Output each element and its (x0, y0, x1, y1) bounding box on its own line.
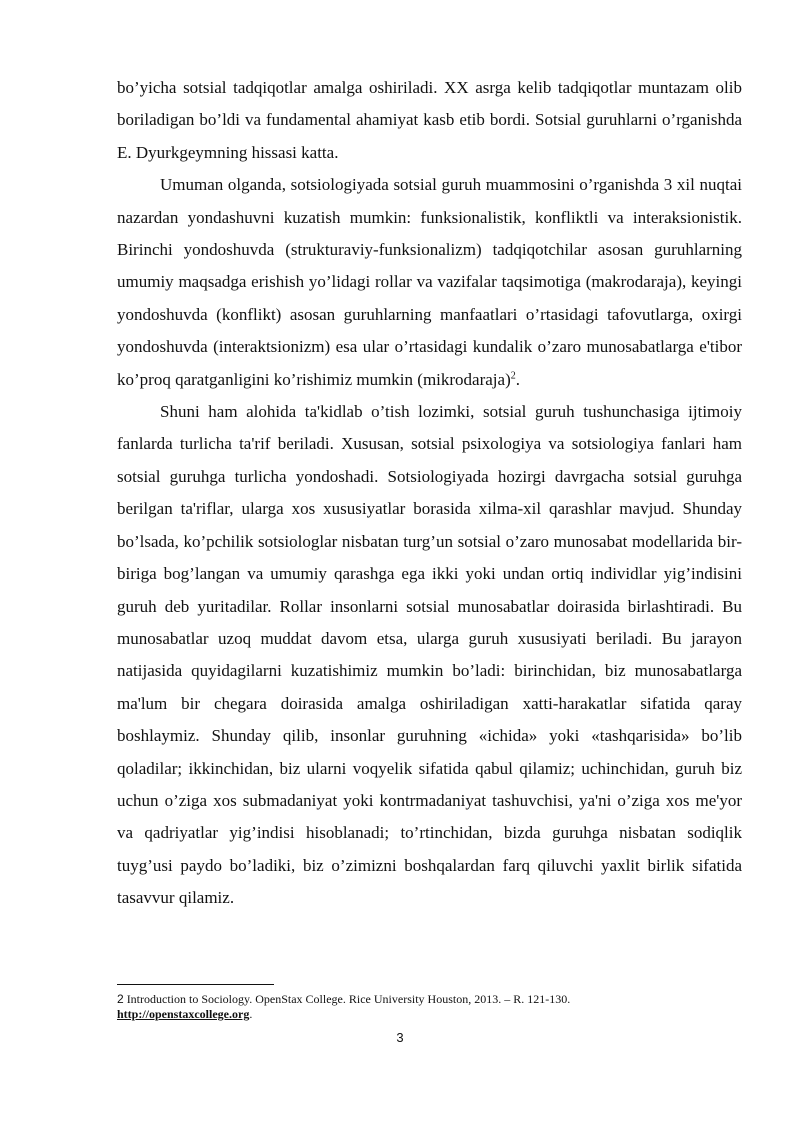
footnote-separator (117, 984, 274, 985)
footnote-text: Introduction to Sociology. OpenStax College. Rice University Houston, 2013. – R. 121-130. (123, 992, 571, 1006)
paragraph-1: bo’yicha sotsial tadqiqotlar amalga oshiriladi. XX asrga kelib tadqiqotlar muntazam olib boriladigan bo’ldi va fundamental ahamiyat kasb etib bordi. Sotsial guruhlarni o’rganishda E. Dyurkgeymning hissasi katta. (117, 78, 742, 162)
footnote-reference[interactable]: 2 (510, 370, 516, 381)
footnote-number: 2 (117, 992, 124, 1006)
footnote-line (117, 992, 742, 1007)
footnote-link-line (117, 1007, 742, 1022)
paragraph-2-text: Umuman olganda, sotsiologiyada sotsial guruh muammosini o’rganishda 3 xil nuqtai nazardan yondashuvni kuzatish mumkin: funksionalistik, konfliktli va interaksionistik. Birinchi yondoshuvda (strukturaviy-funksionalizm) tadqiqotchilar asosan guruhlarning umumiy maqsadga erishish yo’lidagi rollar va vazifalar taqsimotiga (makrodaraja), keyingi yondoshuvda (konflikt) asosan guruhlarning manfaatlari o’rtasidagi tafovutlarga, oxirgi yondoshuvda (interaktsionizm) esa ular o’rtasidagi kundalik o’zaro munosabatlarga e'tibor ko’proq qaratganligini ko’rishimiz mumkin (mikrodaraja) (117, 175, 742, 389)
footnote-link-period: . (249, 1007, 253, 1021)
body-text (117, 72, 742, 915)
page-number: 3 (396, 1030, 404, 1045)
paragraph-3: Shuni ham alohida ta'kidlab o’tish lozimki, sotsial guruh tushunchasiga ijtimoiy fanlarda turlicha ta'rif beriladi. Xususan, sotsial psixologiya va sotsiologiya fanlari ham sotsial guruhga turlicha yondoshadi. Sotsiologiyada hozirgi davrgacha sotsial guruhga berilgan ta'riflar, ularga xos xususiyatlar borasida xilma-xil qarashlar mavjud. Shunday bo’lsada, ko’pchilik sotsiologlar nisbatan turg’un sotsial o’zaro munosabat modellarida bir-biriga bog’langan va umumiy qarashga ega ikki yoki undan ortiq individlar yig’indisini guruh deb yuritadilar. Rollar insonlarni sotsial munosabatlar doirasida birlashtiradi. Bu munosabatlar uzoq muddat davom etsa, ularga guruh xususiyati beriladi. Bu jarayon natijasida quyidagilarni kuzatishimiz mumkin bo’ladi: birinchidan, biz munosabatlarga ma'lum bir chegara doirasida amalga oshiriladigan xatti-harakatlar sifatida qaray boshlaymiz. Shunday qilib, insonlar guruhning «ichida» yoki «tashqarisida» bo’lib qoladilar; ikkinchidan, biz ularni voqyelik sifatida qabul qilamiz; uchinchidan, guruh biz uchun o’ziga xos submadaniyat yoki kontrmadaniyat tashuvchisi, ya'ni o’ziga xos me'yor va qadriyatlar yig’indisi hisoblanadi; to’rtinchidan, bizda guruhga nisbatan sodiqlik tuyg’usi paydo bo’ladiki, biz o’zimizni boshqalardan farq qiluvchi yaxlit birlik sifatida tasavvur qilamiz. (117, 402, 742, 908)
footnote (117, 992, 742, 1022)
paragraph-2 (117, 169, 742, 396)
footnote-link[interactable]: http://openstaxcollege.org (117, 1007, 250, 1021)
paragraph-2-period: . (515, 369, 520, 389)
